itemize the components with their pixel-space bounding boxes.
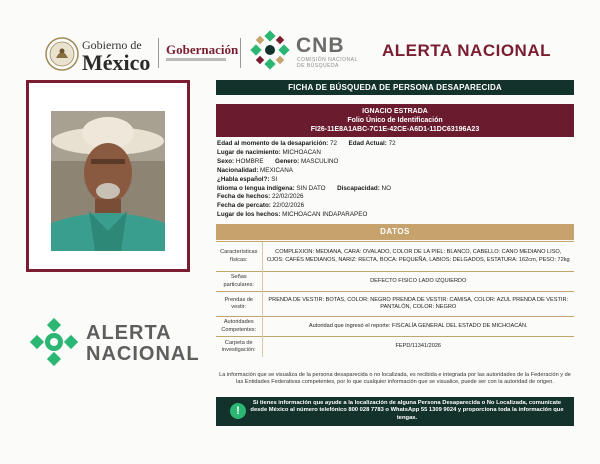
info-row-lugar-hechos — [217, 211, 573, 220]
cnb-title: CNB — [296, 34, 345, 57]
datos-value-autoridades: Autoridad que ingresó el reporte: FISCALÍA GENERAL DEL ESTADO DE MICHOACÁN. — [262, 317, 574, 337]
discapacidad-label: Discapacidad: — [337, 184, 380, 192]
gobierno-de-mexico-logo — [82, 38, 150, 73]
info-row-espanol — [217, 176, 573, 185]
fecha-hechos-label: Fecha de hechos: — [217, 193, 271, 201]
lugar-hechos-label: Lugar de los hechos: — [217, 211, 281, 219]
datos-label-senas: Señas particulares: — [216, 272, 262, 292]
table-row — [216, 272, 574, 292]
photo-frame — [26, 80, 190, 272]
sexo-value: HOMBRE — [235, 157, 264, 165]
gobierno-small-text: Gobierno de — [82, 38, 142, 52]
sexo-label: Sexo: — [217, 157, 235, 165]
lugar-nac-value: MICHOACAN — [282, 148, 321, 156]
person-info — [217, 140, 573, 220]
indigena-label: Idioma o lengua indígena: — [217, 184, 295, 192]
nacionalidad-value: MEXICANA — [260, 166, 293, 174]
gobernacion-logo: Gobernación — [166, 42, 239, 57]
datos-label-caracteristicas: Características físicas: — [216, 242, 262, 272]
info-row-edad — [217, 140, 573, 149]
edad-actual-label: Edad Actual: — [348, 140, 387, 147]
cnb-subtitle-line-2: DE BÚSQUEDA — [297, 63, 339, 69]
fecha-percato-value: 22/02/2026 — [272, 202, 305, 210]
gobernacion-subline — [166, 58, 226, 61]
contact-text: Si tienes información que ayude a la localización de alguna Persona Desaparecida o No Localizada, comunícate desde México al número telefónico 800 028 7783 o WhatsApp 55 1309 9024 y proporciona toda la información que tengas. — [250, 400, 564, 421]
discapacidad-value: NO — [381, 184, 391, 192]
person-photo-image — [51, 111, 165, 251]
indigena-value: SIN DATO — [296, 184, 326, 192]
genero-label: Genero: — [275, 157, 300, 165]
ficha-title-bar: FICHA DE BÚSQUEDA DE PERSONA DESAPARECIDA — [216, 80, 574, 95]
table-row — [216, 242, 574, 272]
table-row — [216, 337, 574, 357]
header-divider — [158, 38, 159, 68]
espanol-value: SI — [271, 175, 278, 183]
contact-bar — [216, 397, 574, 426]
info-row-indigena — [217, 185, 573, 194]
info-row-lugar-nac — [217, 149, 573, 158]
fecha-percato-label: Fecha de percato: — [217, 202, 271, 210]
coat-of-arms-icon — [44, 36, 80, 72]
table-row — [216, 292, 574, 317]
datos-table — [216, 241, 574, 357]
datos-value-senas: DEFECTO FISICO LADO IZQUIERDO — [262, 272, 574, 292]
watermark-alerta: ALERTA — [86, 322, 172, 344]
info-row-sexo — [217, 158, 573, 167]
cnb-subtitle-line-1: COMISIÓN NACIONAL — [297, 57, 358, 63]
lugar-nac-label: Lugar de nacimiento: — [217, 148, 281, 156]
disclaimer-text: La información que se visualiza de la persona desaparecida o no localizada, es recibida e integrada por las autoridades de la Federación y de las Entidades Federativas competentes, por lo que cualquier información que se visualice, puede ser con la autoridad de origen. — [219, 372, 571, 386]
cnb-logo-icon — [250, 30, 290, 70]
folio-label: Folio Único de Identificación — [347, 117, 443, 124]
gobierno-big-text: México — [82, 50, 151, 75]
datos-title-bar: DATOS — [216, 224, 574, 240]
info-row-fecha-hechos — [217, 193, 573, 202]
alerta-nacional-logo-icon — [30, 318, 78, 366]
watermark-nacional: NACIONAL — [86, 343, 200, 365]
edad-desap-label: Edad al momento de la desaparición: — [217, 140, 329, 147]
exclamation-icon: ! — [230, 403, 246, 419]
edad-desap-value: 72 — [330, 140, 338, 147]
datos-label-prendas: Prendas de vestir: — [216, 292, 262, 317]
table-row — [216, 317, 574, 337]
edad-actual-value: 72 — [388, 140, 396, 147]
fecha-hechos-value: 22/02/2026 — [271, 193, 304, 201]
datos-value-prendas: PRENDA DE VESTIR: BOTAS, COLOR: NEGRO PRENDA DE VESTIR: CAMISA, COLOR: AZUL PRENDA DE VESTIR: PANTALÓN, COLOR: NEGRO — [262, 292, 574, 317]
alerta-nacional-title: ALERTA NACIONAL — [382, 41, 551, 60]
datos-label-autoridades: Autoridades Competentes: — [216, 317, 262, 337]
datos-label-carpeta: Carpeta de investigación: — [216, 337, 262, 357]
header-divider-2 — [240, 38, 241, 68]
info-row-fecha-percato — [217, 202, 573, 211]
person-name: IGNACIO ESTRADA — [362, 108, 428, 115]
nacionalidad-label: Nacionalidad: — [217, 166, 259, 174]
header — [0, 0, 600, 80]
info-row-nacionalidad — [217, 167, 573, 176]
lugar-hechos-value: MICHOACAN INDAPARAPEO — [282, 211, 368, 219]
folio-value: FI26-11E8A1ABC-7C1E-42CE-A6D1-11DC63196A23 — [310, 126, 480, 133]
genero-value: MASCULINO — [300, 157, 339, 165]
person-name-bar — [216, 104, 574, 137]
datos-value-carpeta: FEPD/11341/2026 — [262, 337, 574, 357]
datos-value-caracteristicas: COMPLEXION: MEDIANA, CARA: OVALADO, COLOR DE LA PIEL: BLANCO, CABELLO: CANO MEDIANO LISO, OJOS: CAFÉS MEDIANOS, NARIZ: RECTA, BOCA: PEQUEÑA, LABIOS: DELGADOS, ESTATURA: 162cm, PESO: 72kg — [262, 242, 574, 272]
cnb-subtitle — [297, 57, 358, 69]
person-photo — [51, 111, 165, 251]
espanol-label: ¿Habla español?: — [217, 175, 270, 183]
